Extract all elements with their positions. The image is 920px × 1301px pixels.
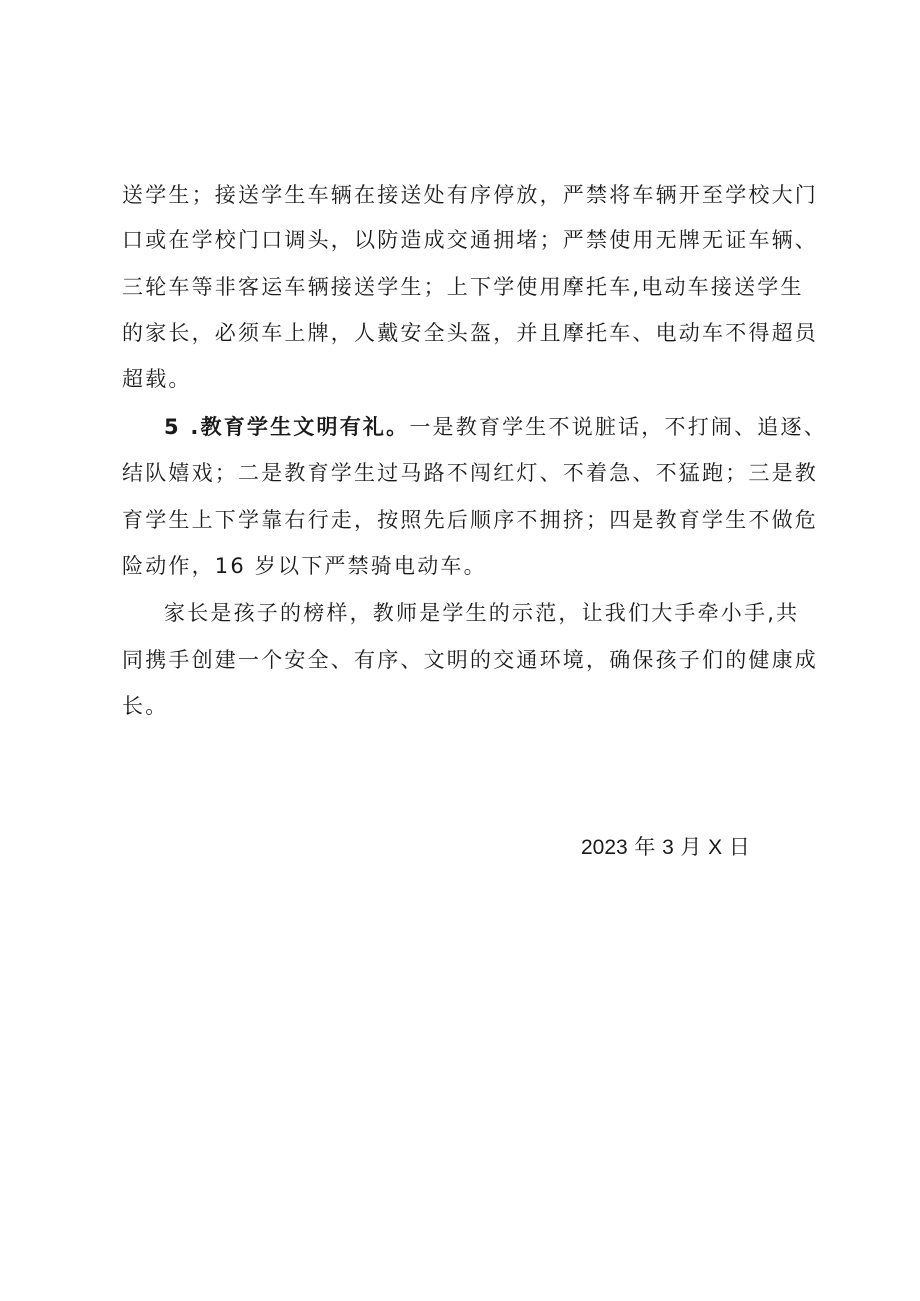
text-line: 结队嬉戏；二是教育学生过马路不闯红灯、不着急、不猛跑；三是教 xyxy=(122,461,818,485)
closing-first-line: 家长是孩子的榜样，教师是学生的示范，让我们大手牵小手,共 xyxy=(164,601,800,625)
text-line: 三轮车等非客运车辆接送学生；上下学使用摩托车,电动车接送学生 xyxy=(122,275,804,299)
text-line: 口或在学校门口调头，以防造成交通拥堵；严禁使用无牌无证车辆、 xyxy=(122,228,818,252)
item5-first-line xyxy=(164,412,827,442)
document-date xyxy=(581,832,750,863)
text-line: 送学生；接送学生车辆在接送处有序停放，严禁将车辆开至学校大门 xyxy=(122,183,818,207)
item5-text: 一是教育学生不说脏话，不打闹、追逐、 xyxy=(409,415,827,439)
text-line: 长。 xyxy=(122,694,169,718)
text-line: 超载。 xyxy=(122,367,192,391)
item5-heading: 5 .教育学生文明有礼。 xyxy=(164,415,410,439)
date-year-unit: 年 xyxy=(627,835,663,859)
date-day: X xyxy=(708,836,723,859)
text-line: 育学生上下学靠右行走，按照先后顺序不拥挤；四是教育学生不做危 xyxy=(122,508,818,532)
date-year: 2023 xyxy=(581,836,628,859)
text-line: 险动作，16 岁以下严禁骑电动车。 xyxy=(122,554,487,578)
date-day-unit: 日 xyxy=(722,835,750,859)
date-month: 3 xyxy=(662,836,674,859)
date-month-unit: 月 xyxy=(673,835,709,859)
text-line: 同携手创建一个安全、有序、文明的交通环境，确保孩子们的健康成 xyxy=(122,648,818,672)
text-line: 的家长，必须车上牌，人戴安全头盔，并且摩托车、电动车不得超员 xyxy=(122,321,818,345)
